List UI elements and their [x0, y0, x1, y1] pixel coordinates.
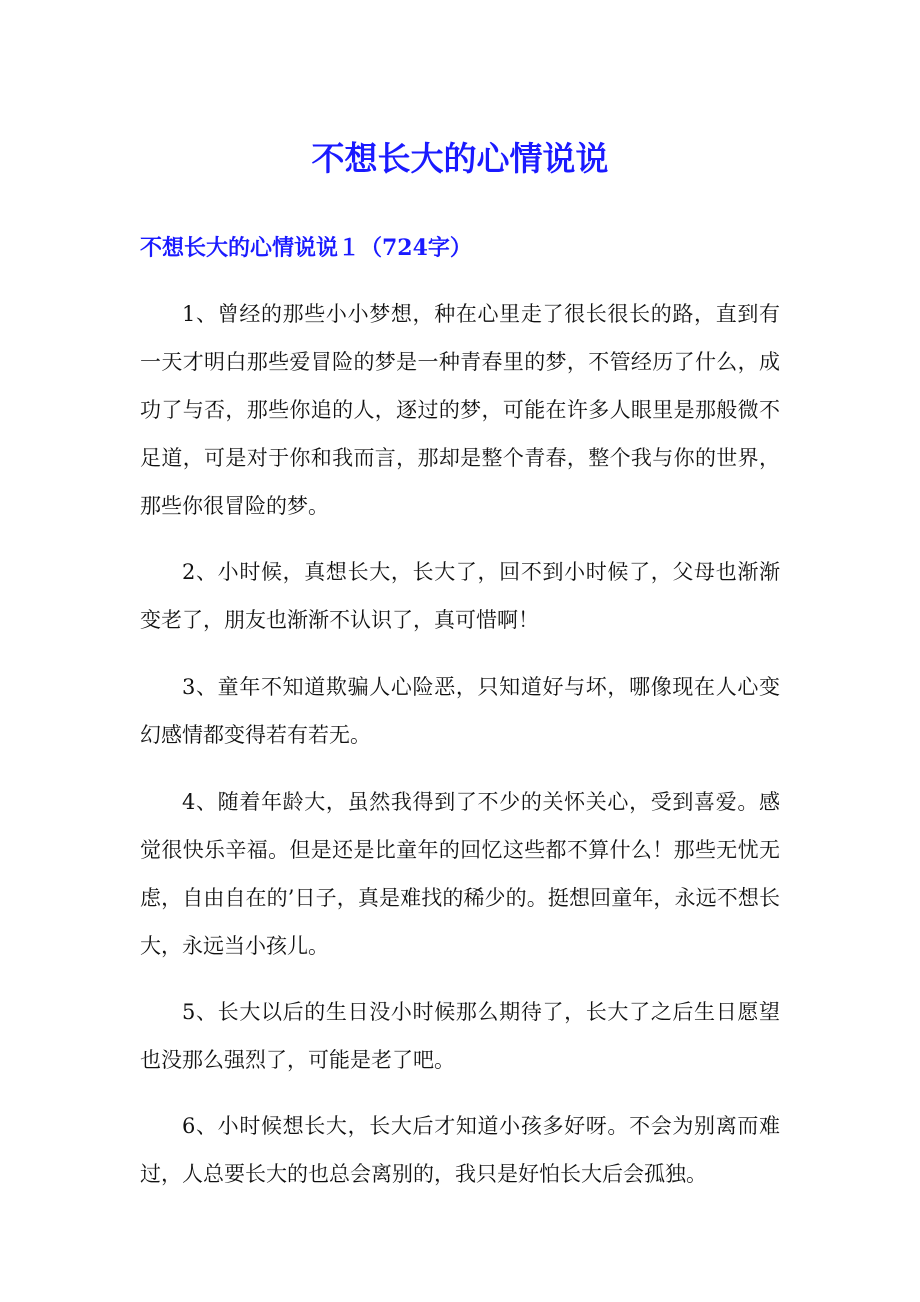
paragraph-1: 1、曾经的那些小小梦想，种在心里走了很长很长的路，直到有一天才明白那些爱冒险的梦是一种青春里的梦，不管经历了什么，成功了与否，那些你追的人，逐过的梦，可能在许多人眼里是那般微不足道，可是对于你和我而言，那却是整个青春，整个我与你的世界，那些你很冒险的梦。	[140, 302, 780, 518]
paragraph-4: 4、随着年龄大，虽然我得到了不少的关怀关心，受到喜爱。感觉很快乐辛福。但是还是比童年的回忆这些都不算什么！那些无忧无虑，自由自在的’日子，真是难找的稀少的。挺想回童年，永远不想长大，永远当小孩儿。	[140, 790, 780, 958]
paragraph-3: 3、童年不知道欺骗人心险恶，只知道好与坏，哪像现在人心变幻感情都变得若有若无。	[140, 675, 780, 747]
document-title: 不想长大的心情说说	[311, 139, 609, 178]
paragraph-5: 5、长大以后的生日没小时候那么期待了，长大了之后生日愿望也没那么强烈了，可能是老了吧。	[140, 1000, 780, 1072]
paragraph-6: 6、小时候想长大，长大后才知道小孩多好呀。不会为别离而难过，人总要长大的也总会离别的，我只是好怕长大后会孤独。	[140, 1114, 780, 1186]
section-heading: 不想长大的心情说说１（724字）	[140, 235, 472, 261]
paragraph-2: 2、小时候，真想长大，长大了，回不到小时候了，父母也渐渐变老了，朋友也渐渐不认识了，真可惜啊！	[140, 560, 780, 632]
